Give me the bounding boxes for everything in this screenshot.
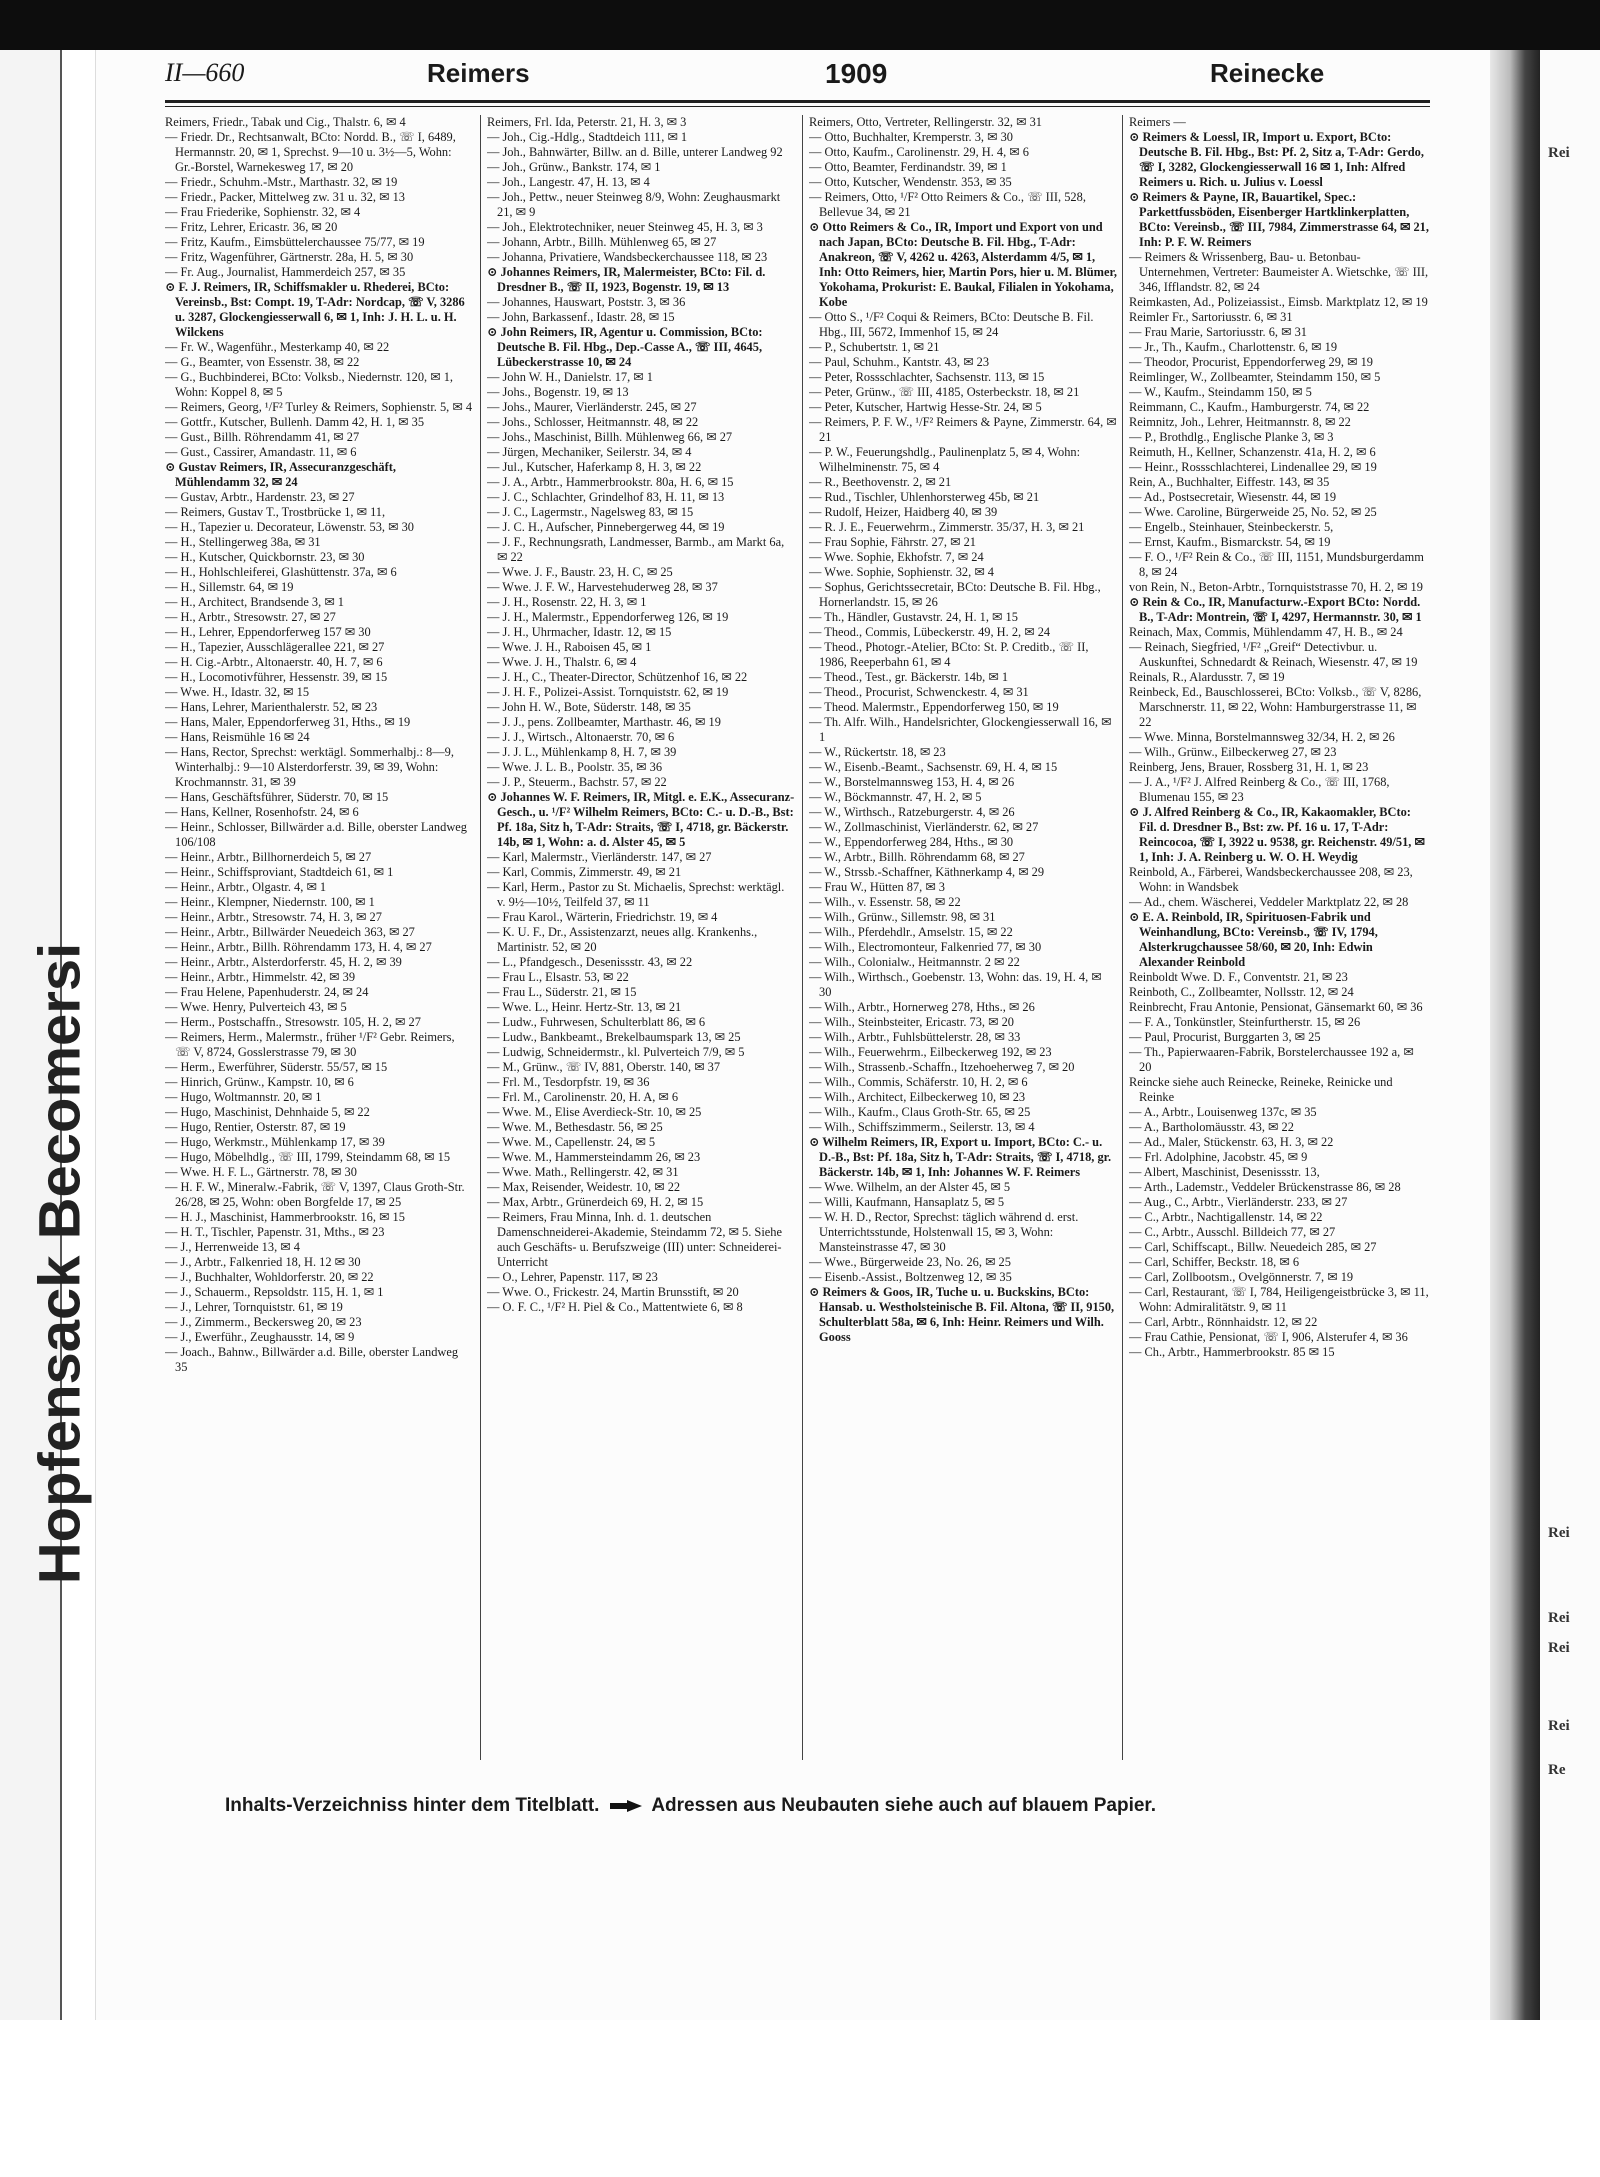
directory-entry: — H., Locomotivführer, Hessenstr. 39, ✉ 15	[165, 670, 388, 684]
directory-entry: — Wwe. H. F. L., Gärtnerstr. 78, ✉ 30	[165, 1165, 357, 1179]
directory-entry: — P., Schubertstr. 1, ✉ 21	[809, 340, 940, 354]
directory-entry: — Wwe. O., Frickestr. 24, Martin Brunsstift, ✉ 20	[487, 1285, 739, 1299]
directory-entry: — Frau Cathie, Pensionat, ☏ I, 906, Alsterufer 4, ✉ 36	[1129, 1330, 1408, 1344]
directory-entry: — Frl. M., Tesdorpfstr. 19, ✉ 36	[487, 1075, 650, 1089]
directory-entry: — H., Stellingerweg 38a, ✉ 31	[165, 535, 321, 549]
directory-entry: — Theod. Malermstr., Eppendorferweg 150, ✉ 19	[809, 700, 1059, 714]
directory-entry: — Johannes, Hauswart, Poststr. 3, ✉ 36	[487, 295, 686, 309]
directory-entry: — H., Lehrer, Eppendorferweg 157 ✉ 30	[165, 625, 371, 639]
directory-entry: — Aug., C., Arbtr., Vierländerstr. 233, ✉ 27	[1129, 1195, 1348, 1209]
year: 1909	[825, 58, 888, 89]
directory-entry: — J., Arbtr., Falkenried 18, H. 12 ✉ 30	[165, 1255, 361, 1269]
directory-entry: — Wwe. J. H., Thalstr. 6, ✉ 4	[487, 655, 637, 669]
footer-contents-note: Inhalts-Verzeichniss hinter dem Titelblatt.	[225, 1795, 600, 1816]
directory-entry: — Th., Händler, Gustavstr. 24, H. 1, ✉ 15	[809, 610, 1018, 624]
directory-entry: — J. H., Rosenstr. 22, H. 3, ✉ 1	[487, 595, 647, 609]
directory-entry: — H., Arbtr., Stresowstr. 27, ✉ 27	[165, 610, 336, 624]
directory-entry: — Joh., Pettw., neuer Steinweg 8/9, Wohn: Zeughausmarkt 21, ✉ 9	[487, 190, 781, 219]
directory-entry: — H., Sillemstr. 64, ✉ 19	[165, 580, 294, 594]
directory-entry: — H., Hohlschleiferei, Glashüttenstr. 37a, ✉ 6	[165, 565, 397, 579]
directory-entry: — Ludwig, Schneidermstr., kl. Pulverteich 7/9, ✉ 5	[487, 1045, 745, 1059]
directory-entry: Reinach, Max, Commis, Mühlendamm 47, H. B., ✉ 24	[1129, 625, 1403, 639]
directory-entry: — Friedr., Packer, Mittelweg zw. 31 u. 32, ✉ 13	[165, 190, 405, 204]
directory-entry: — H. Cig.-Arbtr., Altonaerstr. 40, H. 7, ✉ 6	[165, 655, 383, 669]
directory-entry: — Wwe. M., Bethesdastr. 56, ✉ 25	[487, 1120, 663, 1134]
directory-entry: — P., Brothdlg., Englische Planke 3, ✉ 3	[1129, 430, 1334, 444]
directory-entry: — Frau Karol., Wärterin, Friedrichstr. 19, ✉ 4	[487, 910, 718, 924]
directory-entry: — W., Zollmaschinist, Vierländerstr. 62, ✉ 27	[809, 820, 1039, 834]
directory-entry: Reinboldt Wwe. D. F., Conventstr. 21, ✉ 23	[1129, 970, 1348, 984]
directory-entry: — Heinr., Arbtr., Olgastr. 4, ✉ 1	[165, 880, 327, 894]
directory-entry: — Fritz, Wagenführer, Gärtnerstr. 28a, H. 5, ✉ 30	[165, 250, 414, 264]
column-1	[165, 115, 473, 1760]
directory-entry: — Ad., Maler, Stückenstr. 63, H. 3, ✉ 22	[1129, 1135, 1334, 1149]
right-page-fragment: Rei	[1548, 145, 1570, 161]
directory-entry: — Willi, Kaufmann, Hansaplatz 5, ✉ 5	[809, 1195, 1005, 1209]
directory-entry: ⊙ F. J. Reimers, IR, Schiffsmakler u. Rhederei, BCto: Vereinsb., Bst: Compt. 19, T-Adr: Nordcap, ☏ V, 3286 u. 3287, Glockengiesserwall 6, ✉ 1, Inh: J. H. L. u. H. Wilckens	[165, 280, 465, 339]
directory-entry: — Ad., Postsecretair, Wiesenstr. 44, ✉ 19	[1129, 490, 1337, 504]
directory-entry: — Wwe. Caroline, Bürgerweide 25, No. 52, ✉ 25	[1129, 505, 1377, 519]
directory-entry: — Wilh., Schiffszimmerm., Seilerstr. 13, ✉ 4	[809, 1120, 1035, 1134]
directory-entry: von Rein, N., Beton-Arbtr., Tornquiststrasse 70, H. 2, ✉ 19	[1129, 580, 1423, 594]
directory-entry: — Wwe. M., Elise Averdieck-Str. 10, ✉ 25	[487, 1105, 702, 1119]
directory-entry: — Wwe. L., Heinr. Hertz-Str. 13, ✉ 21	[487, 1000, 682, 1014]
directory-entry: — Sophus, Gerichtssecretair, BCto: Deutsche B. Fil. Hbg., Hornerlandstr. 15, ✉ 26	[809, 580, 1101, 609]
directory-entry: — Frau W., Hütten 87, ✉ 3	[809, 880, 946, 894]
directory-entry: — Wwe. Wilhelm, an der Alster 45, ✉ 5	[809, 1180, 1011, 1194]
left-keyword: Reimers	[427, 58, 530, 88]
directory-entry: — Wilh., Steinbsteiter, Ericastr. 73, ✉ 20	[809, 1015, 1014, 1029]
directory-entry: — Peter, Kutscher, Hartwig Hesse-Str. 24, ✉ 5	[809, 400, 1042, 414]
directory-entry: — Ludw., Bankbeamt., Brekelbaumspark 13, ✉ 25	[487, 1030, 741, 1044]
directory-entry: — Ad., chem. Wäscherei, Veddeler Marktplatz 22, ✉ 28	[1129, 895, 1409, 909]
directory-entry: — W., Strssb.-Schaffner, Käthnerkamp 4, ✉ 29	[809, 865, 1045, 879]
directory-entry: — H. F. W., Mineralw.-Fabrik, ☏ V, 1397, Claus Groth-Str. 26/28, ✉ 25, Wohn: oben Borgfelde 17, ✉ 25	[165, 1180, 465, 1209]
directory-entry: — H., Kutscher, Quickbornstr. 23, ✉ 30	[165, 550, 365, 564]
directory-entry: — Wilh., Electromonteur, Falkenried 77, ✉ 30	[809, 940, 1042, 954]
directory-entry: — Frau Helene, Papenhuderstr. 24, ✉ 24	[165, 985, 369, 999]
directory-entry: ⊙ Johannes Reimers, IR, Malermeister, BCto: Fil. d. Dresdner B., ☏ II, 1923, Bogenstr. 19, ✉ 13	[487, 265, 766, 294]
directory-entry: — M., Grünw., ☏ IV, 881, Oberstr. 140, ✉ 37	[487, 1060, 721, 1074]
directory-entry: — Heinr., Rossschlachterei, Lindenallee 29, ✉ 19	[1129, 460, 1377, 474]
directory-entry: Reinbeck, Ed., Bauschlosserei, BCto: Volksb., ☏ V, 8286, Marschnerstr. 11, ✉ 22, Wohn: Hamburgerstrasse 11, ✉ 22	[1129, 685, 1422, 729]
directory-entry: — John W. H., Danielstr. 17, ✉ 1	[487, 370, 653, 384]
directory-entry: — Otto, Kutscher, Wendenstr. 353, ✉ 35	[809, 175, 1012, 189]
directory-entry: — Friedr. Dr., Rechtsanwalt, BCto: Nordd. B., ☏ I, 6489, Hermannstr. 20, ✉ 1, Sprechst. 9—10 u. 3½—5, Wohn: Gr.-Borstel, Warnekesweg 17, ✉ 20	[165, 130, 456, 174]
directory-entry: — W., Rückertstr. 18, ✉ 23	[809, 745, 946, 759]
left-edge-text: Hopfensack Becomersi	[27, 942, 93, 1585]
directory-entry: — Reimers, Georg, ¹/F² Turley & Reimers, Sophienstr. 5, ✉ 4	[165, 400, 473, 414]
directory-entry: — F. O., ¹/F² Rein & Co., ☏ III, 1151, Mundsburgerdamm 8, ✉ 24	[1129, 550, 1424, 579]
directory-entry: Reimers, Otto, Vertreter, Rellingerstr. 32, ✉ 31	[809, 115, 1042, 129]
directory-entry: — Carl, Schiffer, Beckstr. 18, ✉ 6	[1129, 1255, 1300, 1269]
directory-entry: — Hans, Rector, Sprechst: werktägl. Sommerhalbj.: 8—9, Winterhalbj.: 9—10 Alsterdorferstr. 39, ✉ 39, Wohn: Krochmannstr. 31, ✉ 39	[165, 745, 454, 789]
directory-entry: — Herm., Postschaffn., Stresowstr. 105, H. 2, ✉ 27	[165, 1015, 421, 1029]
directory-entry: — Wwe. J. H., Raboisen 45, ✉ 1	[487, 640, 652, 654]
page-header	[165, 58, 1515, 98]
directory-entry: — Reimers, P. F. W., ¹/F² Reimers & Payne, Zimmerstr. 64, ✉ 21	[809, 415, 1117, 444]
right-page-fragment: Rei	[1548, 1718, 1570, 1734]
directory-entry: — Frau L., Elsastr. 53, ✉ 22	[487, 970, 629, 984]
directory-entry: — P. W., Feuerungshdlg., Paulinenplatz 5, ✉ 4, Wohn: Wilhelminenstr. 75, ✉ 4	[809, 445, 1081, 474]
directory-entry: — J. J., Wirtsch., Altonaerstr. 70, ✉ 6	[487, 730, 675, 744]
directory-entry: ⊙ John Reimers, IR, Agentur u. Commission, BCto: Deutsche B. Fil. Hbg., Dep.-Casse A., ☏ III, 4645, Lübeckerstrasse 10, ✉ 24	[487, 325, 763, 369]
directory-entry: — Paul, Procurist, Burggarten 3, ✉ 25	[1129, 1030, 1321, 1044]
directory-entry: — J., Schauerm., Repsoldstr. 115, H. 1, ✉ 1	[165, 1285, 384, 1299]
column-3	[809, 115, 1117, 1760]
directory-entry: — Heinr., Schiffsproviant, Stadtdeich 61, ✉ 1	[165, 865, 394, 879]
directory-entry: — Johs., Maschinist, Billh. Mühlenweg 66, ✉ 27	[487, 430, 733, 444]
directory-entry: — J. A., ¹/F² J. Alfred Reinberg & Co., ☏ III, 1768, Blumenau 155, ✉ 23	[1129, 775, 1390, 804]
directory-entry: — Hans, Maler, Eppendorferweg 31, Hths., ✉ 19	[165, 715, 411, 729]
directory-entry: — Peter, Grünw., ☏ III, 4185, Osterbeckstr. 18, ✉ 21	[809, 385, 1080, 399]
scan-border-top	[0, 0, 1600, 50]
directory-entry: — Gustav, Arbtr., Hardenstr. 23, ✉ 27	[165, 490, 355, 504]
directory-entry: Reinboth, C., Zollbeamter, Nollsstr. 12, ✉ 24	[1129, 985, 1354, 999]
directory-entry: — J. H. F., Polizei-Assist. Tornquiststr. 62, ✉ 19	[487, 685, 729, 699]
directory-entry: — W., Wirthsch., Ratzeburgerstr. 4, ✉ 26	[809, 805, 1015, 819]
directory-entry: ⊙ Reimers & Payne, IR, Bauartikel, Spec.: Parkettfussböden, Eisenberger Hartklinkerplatten, BCto: Vereinsb., ☏ III, 7984, Zimmerstrasse 64, ✉ 21, Inh: P. F. W. Reimers	[1129, 190, 1429, 249]
directory-entry: — A., Bartholomäusstr. 43, ✉ 22	[1129, 1120, 1294, 1134]
book-binding	[1490, 50, 1540, 2020]
directory-entry: — Johs., Bogenstr. 19, ✉ 13	[487, 385, 629, 399]
directory-entry: — Karl, Commis, Zimmerstr. 49, ✉ 21	[487, 865, 682, 879]
directory-entry: Reimers, Frl. Ida, Peterstr. 21, H. 3, ✉ 3	[487, 115, 687, 129]
directory-entry: — Heinr., Arbtr., Billhornerdeich 5, ✉ 27	[165, 850, 372, 864]
directory-entry: — Jul., Kutscher, Haferkamp 8, H. 3, ✉ 22	[487, 460, 702, 474]
directory-entry: — Johann, Arbtr., Billh. Mühlenweg 65, ✉ 27	[487, 235, 717, 249]
directory-entry: — H., Architect, Brandsende 3, ✉ 1	[165, 595, 344, 609]
directory-entry: — J. A., Arbtr., Hammerbrookstr. 80a, H. 6, ✉ 15	[487, 475, 734, 489]
directory-entry: — W., Eisenb.-Beamt., Sachsenstr. 69, H. 4, ✉ 15	[809, 760, 1058, 774]
directory-entry: — Hugo, Möbelhdlg., ☏ III, 1799, Steindamm 68, ✉ 15	[165, 1150, 451, 1164]
directory-entry: — Johs., Maurer, Vierländerstr. 245, ✉ 27	[487, 400, 697, 414]
directory-entry: — Frau L., Süderstr. 21, ✉ 15	[487, 985, 637, 999]
directory-entry: — J., Ewerführ., Zeughausstr. 14, ✉ 9	[165, 1330, 355, 1344]
directory-entry: — Reimers, Otto, ¹/F² Otto Reimers & Co., ☏ III, 528, Bellevue 34, ✉ 21	[809, 190, 1086, 219]
pointing-hand-icon	[609, 1799, 643, 1813]
directory-entry: — R., Beethovenstr. 2, ✉ 21	[809, 475, 952, 489]
directory-entry: — G., Beamter, von Essenstr. 38, ✉ 22	[165, 355, 360, 369]
directory-entry: — Karl, Malermstr., Vierländerstr. 147, ✉ 27	[487, 850, 712, 864]
directory-entry: — W. H. D., Rector, Sprechst: täglich während d. erst. Unterrichtsstunde, Holstenwall 15, ✉ 3, Wohn: Mansteinstrasse 47, ✉ 30	[809, 1210, 1079, 1254]
directory-entry: — J. P., Steuerm., Bachstr. 57, ✉ 22	[487, 775, 667, 789]
directory-entry: Reimlinger, W., Zollbeamter, Steindamm 150, ✉ 5	[1129, 370, 1381, 384]
directory-entry: Reimmann, C., Kaufm., Hamburgerstr. 74, ✉ 22	[1129, 400, 1370, 414]
directory-entry: Reincke siehe auch Reinecke, Reineke, Reinicke und Reinke	[1129, 1075, 1393, 1104]
directory-entry: Reinbrecht, Frau Antonie, Pensionat, Gänsemarkt 60, ✉ 36	[1129, 1000, 1423, 1014]
directory-entry: — Ludw., Fuhrwesen, Schulterblatt 86, ✉ 6	[487, 1015, 706, 1029]
directory-entry: — W., Borstelmannsweg 153, H. 4, ✉ 26	[809, 775, 1015, 789]
directory-entry: — Wwe. H., Idastr. 32, ✉ 15	[165, 685, 310, 699]
directory-entry: — Hans, Reismühle 16 ✉ 24	[165, 730, 310, 744]
directory-entry: — Wwe. M., Hammersteindamm 26, ✉ 23	[487, 1150, 701, 1164]
directory-entry: Reimnitz, Joh., Lehrer, Heitmannstr. 8, ✉ 22	[1129, 415, 1351, 429]
directory-entry: — John H. W., Bote, Süderstr. 148, ✉ 35	[487, 700, 691, 714]
directory-entry: — Heinr., Schlosser, Billwärder a.d. Bille, oberster Landweg 106/108	[165, 820, 467, 849]
directory-entry: — Wwe. Minna, Borstelmannsweg 32/34, H. 2, ✉ 26	[1129, 730, 1395, 744]
directory-entry: — J., Herrenweide 13, ✉ 4	[165, 1240, 300, 1254]
directory-entry: — Wilh., Commis, Schäferstr. 10, H. 2, ✉ 6	[809, 1075, 1028, 1089]
directory-entry: — J. C. H., Aufscher, Pinnebergerweg 44, ✉ 19	[487, 520, 725, 534]
directory-entry: — C., Arbtr., Ausschl. Billdeich 77, ✉ 27	[1129, 1225, 1336, 1239]
directory-entry: — Wilh., Strassenb.-Schaffn., Itzehoeherweg 7, ✉ 20	[809, 1060, 1075, 1074]
directory-entry: — Th. Alfr. Wilh., Handelsrichter, Glockengiesserwall 16, ✉ 1	[809, 715, 1112, 744]
directory-entry: — Peter, Rossschlachter, Sachsenstr. 113, ✉ 15	[809, 370, 1045, 384]
directory-entry: — Fritz, Lehrer, Ericastr. 36, ✉ 20	[165, 220, 338, 234]
directory-entry: — Hugo, Rentier, Osterstr. 87, ✉ 19	[165, 1120, 346, 1134]
directory-entry: ⊙ Johannes W. F. Reimers, IR, Mitgl. e. E.K., Assecuranz-Gesch., u. ¹/F² Wilhelm Reimers, BCto: C.- u. D.-B., Bst: Pf. 18a, Sitz h, T-Adr: Straits, ☏ I, 4718, gr. Bäckerstr. 14b, ✉ 1, Wohn: a. d. Alster 45, ✉ 5	[487, 790, 795, 849]
column-divider	[480, 115, 481, 1760]
directory-entry: — Theod., Procurist, Schwenckestr. 4, ✉ 31	[809, 685, 1029, 699]
directory-entry: — Reimers, Herm., Malermstr., früher ¹/F² Gebr. Reimers, ☏ V, 8724, Gosslerstrasse 79, ✉ 30	[165, 1030, 455, 1059]
directory-entry: ⊙ J. Alfred Reinberg & Co., IR, Kakaomakler, BCto: Fil. d. Dresdner B., Bst: zw. Pf. 16 u. 17, T-Adr: Reincocoa, ☏ I, 3922 u. 9538, gr. Reichenstr. 49/51, ✉ 1, Inh: J. A. Reinberg u. W. O. H. Weydig	[1129, 805, 1425, 864]
directory-entry: — Wilh., Feuerwehrm., Eilbeckerweg 192, ✉ 23	[809, 1045, 1052, 1059]
directory-entry: — Joach., Bahnw., Billwärder a.d. Bille, oberster Landweg 35	[165, 1345, 459, 1374]
directory-entry: — Hans, Lehrer, Marienthalerstr. 52, ✉ 23	[165, 700, 378, 714]
directory-entry: — Heinr., Arbtr., Stresowstr. 74, H. 3, ✉ 27	[165, 910, 382, 924]
directory-entry: — Rudolf, Heizer, Haidberg 40, ✉ 39	[809, 505, 998, 519]
directory-entry: — Johs., Schlosser, Heitmannstr. 48, ✉ 22	[487, 415, 699, 429]
directory-entry: — Reinach, Siegfried, ¹/F² „Greif“ Detectivbur. u. Auskunftei, Schnedardt & Reinach, Wiesenstr. 47, ✉ 19	[1129, 640, 1418, 669]
directory-entry: — J., Lehrer, Tornquiststr. 61, ✉ 19	[165, 1300, 343, 1314]
directory-entry: — Reimers, Frau Minna, Inh. d. 1. deutschen Damenschneiderei-Akademie, Steindamm 72, ✉ 5. Siehe auch Geschäfts- u. Berufszweige (III) unter: Schneiderei-Unterricht	[487, 1210, 782, 1269]
right-page-fragment: Rei	[1548, 1525, 1570, 1541]
directory-entry: — Wilh., v. Essenstr. 58, ✉ 22	[809, 895, 961, 909]
directory-entry: — Joh., Langestr. 47, H. 13, ✉ 4	[487, 175, 650, 189]
column-2	[487, 115, 795, 1760]
directory-entry: — Reimers, Gustav T., Trostbrücke 1, ✉ 11,	[165, 505, 386, 519]
right-page-fragment: Re	[1548, 1762, 1566, 1778]
directory-entry: Rein, A., Buchhalter, Eiffestr. 143, ✉ 35	[1129, 475, 1330, 489]
directory-entry: Reimers —	[1129, 115, 1186, 129]
directory-entry: — Wwe. J. F., Baustr. 23, H. C, ✉ 25	[487, 565, 673, 579]
left-page-edge	[0, 50, 93, 2020]
directory-entry: — Th., Papierwaaren-Fabrik, Borstelerchaussee 192 a, ✉ 20	[1129, 1045, 1414, 1074]
directory-entry: ⊙ Otto Reimers & Co., IR, Import und Export von und nach Japan, BCto: Deutsche B. Fil. Hbg., T-Adr: Anakreon, ☏ V, 4262 u. 4263, Alsterdamm 4/5, ✉ 1, Inh: Otto Reimers, hier, Martin Pors, hier u. M. Blümer, Yokohama, Prokurist: E. Baukal, Filialen in Yokohama, Kobe	[809, 220, 1117, 309]
directory-entry: — Frau Friederike, Sophienstr. 32, ✉ 4	[165, 205, 361, 219]
directory-entry: — Ch., Arbtr., Hammerbrookstr. 85 ✉ 15	[1129, 1345, 1335, 1359]
directory-entry: ⊙ Wilhelm Reimers, IR, Export u. Import, BCto: C.- u. D.-B., Bst: Pf. 18a, Sitz h, T-Adr: Straits, ☏ I, 4718, gr. Bäckerstr. 14b, ✉ 1, Inh: Johannes W. F. Reimers	[809, 1135, 1112, 1179]
directory-entry: — Fritz, Kaufm., Eimsbüttelerchaussee 75/77, ✉ 19	[165, 235, 425, 249]
directory-entry: — Friedr., Schuhm.-Mstr., Marthastr. 32, ✉ 19	[165, 175, 398, 189]
directory-entry: Reinbold, A., Färberei, Wandsbeckerchaussee 208, ✉ 23, Wohn: in Wandsbek	[1129, 865, 1413, 894]
directory-entry: — Wwe. Sophie, Sophienstr. 32, ✉ 4	[809, 565, 994, 579]
directory-entry: — J. J. L., Mühlenkamp 8, H. 7, ✉ 39	[487, 745, 677, 759]
directory-entry: — W., Kaufm., Steindamm 150, ✉ 5	[1129, 385, 1312, 399]
directory-entry: — Frl. Adolphine, Jacobstr. 45, ✉ 9	[1129, 1150, 1308, 1164]
directory-entry: — Otto, Beamter, Ferdinandstr. 39, ✉ 1	[809, 160, 1007, 174]
directory-entry: — Gust., Cassirer, Amandastr. 11, ✉ 6	[165, 445, 357, 459]
directory-entry: — J. H., C., Theater-Director, Schützenhof 16, ✉ 22	[487, 670, 748, 684]
directory-entry: — J. J., pens. Zollbeamter, Marthastr. 46, ✉ 19	[487, 715, 721, 729]
directory-entry: — Carl, Restaurant, ☏ I, 784, Heiligengeistbrücke 3, ✉ 11, Wohn: Admiralitätstr. 9, ✉ 11	[1129, 1285, 1429, 1314]
directory-entry: — Hinrich, Grünw., Kampstr. 10, ✉ 6	[165, 1075, 354, 1089]
directory-entry: — Fr. Aug., Journalist, Hammerdeich 257, ✉ 35	[165, 265, 406, 279]
directory-entry: — Wilh., Grünw., Eilbeckerweg 27, ✉ 23	[1129, 745, 1337, 759]
directory-entry: ⊙ E. A. Reinbold, IR, Spirituosen-Fabrik und Weinhandlung, BCto: Vereinsb., ☏ IV, 1794, Alsterkrugchaussee 58/60, ✉ 20, Inh: Edwin Alexander Reinbold	[1129, 910, 1378, 969]
directory-entry: — Max, Arbtr., Grünerdeich 69, H. 2, ✉ 15	[487, 1195, 704, 1209]
directory-entry: — Joh., Bahnwärter, Billw. an d. Bille, unterer Landweg 92	[487, 145, 783, 159]
directory-entry: — J., Zimmerm., Beckersweg 20, ✉ 23	[165, 1315, 362, 1329]
directory-entry: — Hans, Geschäftsführer, Süderstr. 70, ✉ 15	[165, 790, 389, 804]
directory-entry: — Theod., Photogr.-Atelier, BCto: St. P. Creditb., ☏ II, 1986, Reeperbahn 61, ✉ 4	[809, 640, 1089, 669]
directory-entry: — Wwe. J. F. W., Harvestehuderweg 28, ✉ 37	[487, 580, 718, 594]
directory-entry: — Heinr., Arbtr., Himmelstr. 42, ✉ 39	[165, 970, 356, 984]
directory-entry: — Joh., Elektrotechniker, neuer Steinweg 45, H. 3, ✉ 3	[487, 220, 763, 234]
directory-entry: — Theod., Test., gr. Bäckerstr. 14b, ✉ 1	[809, 670, 1009, 684]
directory-entry: Reimers, Friedr., Tabak und Cig., Thalstr. 6, ✉ 4	[165, 115, 406, 129]
page-footer	[225, 1795, 1425, 1817]
directory-entry: — Rud., Tischler, Uhlenhorsterweg 45b, ✉ 21	[809, 490, 1040, 504]
directory-entry: — Theod., Commis, Lübeckerstr. 49, H. 2, ✉ 24	[809, 625, 1051, 639]
directory-entry: — Wwe. Henry, Pulverteich 43, ✉ 5	[165, 1000, 347, 1014]
directory-entry: — Hugo, Woltmannstr. 20, ✉ 1	[165, 1090, 322, 1104]
directory-entry: — W., Böckmannstr. 47, H. 2, ✉ 5	[809, 790, 982, 804]
directory-entry: — Theodor, Procurist, Eppendorferweg 29, ✉ 19	[1129, 355, 1373, 369]
directory-entry: — H. T., Tischler, Papenstr. 31, Mths., ✉ 23	[165, 1225, 385, 1239]
directory-entry: — Gust., Billh. Röhrendamm 41, ✉ 27	[165, 430, 360, 444]
directory-entry: — Jr., Th., Kaufm., Charlottenstr. 6, ✉ 19	[1129, 340, 1338, 354]
directory-entry: — H., Tapezier, Ausschlägerallee 221, ✉ 27	[165, 640, 385, 654]
directory-entry: — J. H., Malermstr., Eppendorferweg 126, ✉ 19	[487, 610, 729, 624]
column-4	[1129, 115, 1429, 1760]
directory-entry: — O., Lehrer, Papenstr. 117, ✉ 23	[487, 1270, 658, 1284]
directory-entry: — Heinr., Arbtr., Alsterdorferstr. 45, H. 2, ✉ 39	[165, 955, 402, 969]
directory-entry: — John, Barkassenf., Idastr. 28, ✉ 15	[487, 310, 675, 324]
directory-entry: — Jürgen, Mechaniker, Seilerstr. 34, ✉ 4	[487, 445, 692, 459]
right-page-fragment: Rei	[1548, 1610, 1570, 1626]
directory-entry: Reimuth, H., Kellner, Schanzenstr. 41a, H. 2, ✉ 6	[1129, 445, 1376, 459]
directory-entry: — Carl, Zollbootsm., Ovelgönnerstr. 7, ✉ 19	[1129, 1270, 1354, 1284]
directory-entry: — Albert, Maschinist, Desenissstr. 13,	[1129, 1165, 1320, 1179]
directory-entry: — Otto S., ¹/F² Coqui & Reimers, BCto: Deutsche B. Fil. Hbg., III, 5672, Immenhof 15, ✉ 24	[809, 310, 1094, 339]
directory-entry: Reinberg, Jens, Brauer, Rossberg 31, H. 1, ✉ 23	[1129, 760, 1369, 774]
right-page-fragment: Rei	[1548, 1640, 1570, 1656]
directory-entry: — Hans, Kellner, Rosenhofstr. 24, ✉ 6	[165, 805, 359, 819]
directory-entry: — R. J. E., Feuerwehrm., Zimmerstr. 35/37, H. 3, ✉ 21	[809, 520, 1085, 534]
right-page-edge	[1540, 50, 1600, 2020]
directory-entry: ⊙ Reimers & Goos, IR, Tuche u. u. Buckskins, BCto: Hansab. u. Westholsteinische B. Fil. Altona, ☏ II, 9150, Schulterblatt 58a, ✉ 6, Inh: Heinr. Reimers und Wilh. Gooss	[809, 1285, 1115, 1344]
directory-entry: — W., Arbtr., Billh. Röhrendamm 68, ✉ 27	[809, 850, 1025, 864]
directory-entry: — Wilh., Colonialw., Heitmannstr. 2 ✉ 22	[809, 955, 1020, 969]
directory-entry: — J. C., Lagermstr., Nagelsweg 83, ✉ 15	[487, 505, 694, 519]
directory-entry: — Johanna, Privatiere, Wandsbeckerchaussee 118, ✉ 23	[487, 250, 768, 264]
footer-new-buildings-note: Adressen aus Neubauten siehe auch auf blauem Papier.	[651, 1795, 1157, 1816]
directory-entry: — Wwe. Sophie, Ekhofstr. 7, ✉ 24	[809, 550, 984, 564]
directory-entry: — H. J., Maschinist, Hammerbrookstr. 16, ✉ 15	[165, 1210, 405, 1224]
directory-entry: — Gottfr., Kutscher, Bullenh. Damm 42, H. 1, ✉ 35	[165, 415, 425, 429]
directory-entry: — C., Arbtr., Nachtigallenstr. 14, ✉ 22	[1129, 1210, 1323, 1224]
directory-entry: — H., Tapezier u. Decorateur, Löwenstr. 53, ✉ 30	[165, 520, 414, 534]
directory-entry: — Carl, Arbtr., Rönnhaidstr. 12, ✉ 22	[1129, 1315, 1318, 1329]
directory-entry: — J. C., Schlachter, Grindelhof 83, H. 11, ✉ 13	[487, 490, 725, 504]
directory-entry: Reinals, R., Alardusstr. 7, ✉ 19	[1129, 670, 1285, 684]
directory-entry: ⊙ Rein & Co., IR, Manufacturw.-Export BCto: Nordd. B., T-Adr: Montrein, ☏ I, 4297, Hermannstr. 30, ✉ 1	[1129, 595, 1422, 624]
directory-entry: — Wwe., Bürgerweide 23, No. 26, ✉ 25	[809, 1255, 1011, 1269]
directory-entry: — Wilh., Pferdehdlr., Amselstr. 15, ✉ 22	[809, 925, 1013, 939]
directory-entry: — L., Pfandgesch., Desenissstr. 43, ✉ 22	[487, 955, 693, 969]
right-keyword: Reinecke	[1210, 58, 1325, 88]
directory-entry: — Wilh., Architect, Eilbeckerweg 10, ✉ 23	[809, 1090, 1026, 1104]
directory-entry: — Wilh., Arbtr., Hornerweg 278, Hths., ✉ 26	[809, 1000, 1035, 1014]
directory-entry: — Max, Reisender, Weidestr. 10, ✉ 22	[487, 1180, 681, 1194]
directory-entry: — J., Buchhalter, Wohldorferstr. 20, ✉ 22	[165, 1270, 374, 1284]
directory-entry: — J. H., Uhrmacher, Idastr. 12, ✉ 15	[487, 625, 672, 639]
directory-entry: — Herm., Ewerführer, Süderstr. 55/57, ✉ 15	[165, 1060, 388, 1074]
directory-entry: — W., Eppendorferweg 284, Hths., ✉ 30	[809, 835, 1014, 849]
directory-entry: — Heinr., Arbtr., Billwärder Neuedeich 363, ✉ 27	[165, 925, 415, 939]
directory-entry: — J. F., Rechnungsrath, Landmesser, Barmb., am Markt 6a, ✉ 22	[487, 535, 785, 564]
directory-entry: — Heinr., Klempner, Niedernstr. 100, ✉ 1	[165, 895, 375, 909]
directory-entry: — F. A., Tonkünstler, Steinfurtherstr. 15, ✉ 26	[1129, 1015, 1361, 1029]
directory-entry: — Wilh., Wirthsch., Goebenstr. 13, Wohn: das. 19, H. 4, ✉ 30	[809, 970, 1102, 999]
directory-entry: — Carl, Schiffscapt., Billw. Neuedeich 285, ✉ 27	[1129, 1240, 1377, 1254]
directory-entry: — Frau Sophie, Fährstr. 27, ✉ 21	[809, 535, 976, 549]
directory-entry: — Wilh., Grünw., Sillemstr. 98, ✉ 31	[809, 910, 996, 924]
column-divider	[1122, 115, 1123, 1760]
directory-entry: — Frl. M., Carolinenstr. 20, H. A, ✉ 6	[487, 1090, 679, 1104]
header-rule	[165, 100, 1430, 103]
directory-entry: — Ernst, Kaufm., Bismarckstr. 54, ✉ 19	[1129, 535, 1331, 549]
directory-entry: — Wwe. M., Capellenstr. 24, ✉ 5	[487, 1135, 656, 1149]
directory-entry: Reimkasten, Ad., Polizeiassist., Eimsb. Marktplatz 12, ✉ 19	[1129, 295, 1428, 309]
directory-entry: — Fr. W., Wagenführ., Mesterkamp 40, ✉ 22	[165, 340, 390, 354]
directory-entry: — Wilh., Arbtr., Fuhlsbüttelerstr. 28, ✉ 33	[809, 1030, 1021, 1044]
directory-entry: Reimler Fr., Sartoriusstr. 6, ✉ 31	[1129, 310, 1293, 324]
header-rule-thin	[165, 106, 1430, 107]
directory-entry: — Joh., Grünw., Bankstr. 174, ✉ 1	[487, 160, 661, 174]
directory-entry: — Karl, Herm., Pastor zu St. Michaelis, Sprechst: werktägl. v. 9½—10½, Teilfeld 37, ✉ 11	[487, 880, 785, 909]
directory-entry: — Joh., Cig.-Hdlg., Stadtdeich 111, ✉ 1	[487, 130, 688, 144]
directory-entry: — Engelb., Steinhauer, Steinbeckerstr. 5,	[1129, 520, 1334, 534]
directory-entry: — G., Buchbinderei, BCto: Volksb., Niedernstr. 120, ✉ 1, Wohn: Koppel 8, ✉ 5	[165, 370, 454, 399]
directory-entry: — Heinr., Arbtr., Billh. Röhrendamm 173, H. 4, ✉ 27	[165, 940, 432, 954]
directory-entry: — Hugo, Maschinist, Dehnhaide 5, ✉ 22	[165, 1105, 370, 1119]
directory-entry: — Wilh., Kaufm., Claus Groth-Str. 65, ✉ 25	[809, 1105, 1031, 1119]
directory-entry: — Frau Marie, Sartoriusstr. 6, ✉ 31	[1129, 325, 1307, 339]
directory-entry: — Wwe. J. L. B., Poolstr. 35, ✉ 36	[487, 760, 663, 774]
directory-entry: — Paul, Schuhm., Kantstr. 43, ✉ 23	[809, 355, 990, 369]
directory-entry: — K. U. F., Dr., Assistenzarzt, neues allg. Krankenhs., Martinistr. 52, ✉ 20	[487, 925, 758, 954]
page-number: II—660	[165, 58, 245, 87]
directory-entry: — A., Arbtr., Louisenweg 137c, ✉ 35	[1129, 1105, 1317, 1119]
scan-border-bottom	[0, 2020, 1600, 2177]
directory-entry: — Wwe. Math., Rellingerstr. 42, ✉ 31	[487, 1165, 679, 1179]
directory-entry: ⊙ Gustav Reimers, IR, Assecuranzgeschäft, Mühlendamm 32, ✉ 24	[165, 460, 396, 489]
column-divider	[802, 115, 803, 1760]
directory-entry: — Reimers & Wrissenberg, Bau- u. Betonbau-Unternehmen, Vertreter: Baumeister A. Wietschke, ☏ III, 346, Ifflandstr. 82, ✉ 24	[1129, 250, 1429, 294]
directory-entry: — Eisenb.-Assist., Boltzenweg 12, ✉ 35	[809, 1270, 1012, 1284]
directory-entry: — Otto, Buchhalter, Kremperstr. 3, ✉ 30	[809, 130, 1013, 144]
directory-entry: — Arth., Lademstr., Veddeler Brückenstrasse 86, ✉ 28	[1129, 1180, 1401, 1194]
directory-entry: — O. F. C., ¹/F² H. Piel & Co., Mattentwiete 6, ✉ 8	[487, 1300, 743, 1314]
directory-entry: — Otto, Kaufm., Carolinenstr. 29, H. 4, ✉ 6	[809, 145, 1029, 159]
directory-entry: — Hugo, Werkmstr., Mühlenkamp 17, ✉ 39	[165, 1135, 385, 1149]
directory-entry: ⊙ Reimers & Loessl, IR, Import u. Export, BCto: Deutsche B. Fil. Hbg., Bst: Pf. 2, Sitz a, T-Adr: Gerdo, ☏ I, 3282, Glockengiesserwall 16 ✉ 1, Inh: Alfred Reimers u. Rich. u. Julius v. Loessl	[1129, 130, 1424, 189]
